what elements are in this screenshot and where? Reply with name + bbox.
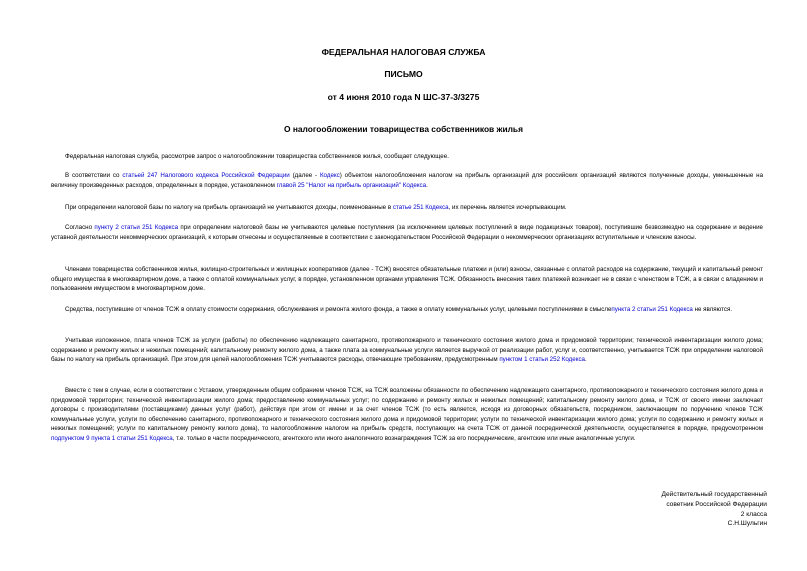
link-item-1-article-252[interactable]: пунктом 1 статьи 252 Кодекса bbox=[499, 356, 586, 364]
paragraph-text: , их перечень является исчерпывающим. bbox=[448, 204, 567, 211]
paragraph-tszh-members bbox=[51, 265, 763, 294]
paragraph-considering bbox=[51, 336, 763, 365]
paragraph-article-251 bbox=[51, 203, 763, 213]
paragraph-target-receipts bbox=[51, 223, 763, 242]
paragraph-text: Учитывая изложенное, плата членов ТСЖ за услуги (работы) по обеспечению надлежащего санитарного, противопожарного и технического состояния жилого дома и придомовой территории; технической инвентаризации жилого дома; содержанию и ремонту жилых и нежилых помещений; капитальному ремонту жилого дома, а также плата за коммунальные услуги является выручкой от реализации работ, услуг и, соответственно, учитывается ТСЖ при определении налоговой базы по налогу на прибыль организаций. При этом для целей налогообложения ТСЖ учитываются расходы, отвечающие требованиям, предусмотренным bbox=[51, 337, 763, 364]
paragraph-text: Членами товарищества собственников жилья, жилищно-строительных и жилищных кооперативов (далее - ТСЖ) вносятся обязательные платежи и (или) взносы, связанные с оплатой расходов на содержание, текущий и капитальный ремонт общего имущества в многоквартирном доме, а также с оплатой коммунальных услуг, в порядке, установленном органами управления ТСЖ. Обязанность внесения таких платежей возникает не в связи с членством в ТСЖ, а в связи с владением и пользованием имуществом в многоквартирном доме. bbox=[51, 266, 763, 293]
link-code[interactable]: Кодекс bbox=[319, 172, 340, 179]
paragraph-text: В соответствии со bbox=[65, 172, 123, 179]
paragraph-intermediary bbox=[51, 386, 763, 444]
document-title: О налогообложении товарищества собственников жилья bbox=[284, 124, 523, 134]
link-subitem-9-article-251[interactable]: подпунктом 9 пункта 1 статьи 251 Кодекса bbox=[51, 434, 173, 442]
signature-name: С.Н.Шульгин bbox=[727, 520, 767, 528]
signature-rank-line3: 2 класса bbox=[740, 510, 767, 518]
paragraph-text: ) объектом налогообложения налогом на прибыль организаций для российских организаций являются полученные доходы, уменьшенные на величину произведенных расходов, определенных в порядке, установленном bbox=[51, 172, 764, 189]
link-item-2-article-251[interactable]: пункту 2 статьи 251 Кодекса bbox=[94, 224, 179, 231]
link-chapter-25[interactable]: главой 25 "Налог на прибыль организаций" Кодекса bbox=[276, 181, 427, 189]
paragraph-text: не являются. bbox=[692, 306, 733, 313]
signature-block bbox=[587, 490, 767, 529]
paragraph-text: , т.е. только в части посреднического, агентского или иного аналогичного вознаграждения ТСЖ за его посреднические, агентские или иные аналогичные услуги. bbox=[172, 434, 636, 442]
signature-rank-line2: советник Российской Федерации bbox=[666, 500, 767, 508]
link-item-2-article-251[interactable]: пункта 2 статьи 251 Кодекса bbox=[611, 306, 693, 313]
paragraph-funds bbox=[51, 305, 763, 315]
paragraph-intro bbox=[51, 152, 763, 162]
paragraph-article-247 bbox=[51, 171, 763, 190]
paragraph-text: Федеральная налоговая служба, рассмотрев запрос о налогообложении товарищества собственников жилья, сообщает следующее. bbox=[65, 153, 449, 160]
paragraph-text: . bbox=[426, 181, 428, 189]
link-article-251[interactable]: статье 251 Кодекса bbox=[392, 204, 449, 211]
paragraph-text: Средства, поступившие от членов ТСЖ в оплату стоимости содержания, обслуживания и ремонта жилого фонда, а также в оплату коммунальных услуг, целевыми поступлениями в смысле bbox=[65, 306, 612, 313]
signature-rank-line1: Действительный государственный bbox=[661, 491, 767, 498]
paragraph-text: при определении налоговой базы не учитываются целевые поступления (за исключением целевых поступлений в виде подакцизных товаров), поступившие безвозмездно на содержание и ведение уставной деятельности некоммерческих организаций, к которым отнесены и осуществляемые в соответствии с законодательством Российской Федерации о некоммерческих организациях вступительные и членские взносы. bbox=[51, 224, 763, 241]
paragraph-text: При определении налоговой базы по налогу на прибыль организаций не учитываются доходы, поименованные в bbox=[65, 204, 393, 211]
issuing-organization: ФЕДЕРАЛЬНАЯ НАЛОГОВАЯ СЛУЖБА bbox=[321, 47, 486, 57]
document-date-number: от 4 июня 2010 года N ШС-37-3/3275 bbox=[327, 92, 480, 102]
paragraph-text: Согласно bbox=[65, 224, 95, 231]
paragraph-text: Вместе с тем в случае, если в соответствии с Уставом, утвержденным общим собранием членов ТСЖ, на ТСЖ возложены обязанности по обеспечению надлежащего санитарного, противопожарного и технического состояния жилого дома и придомовой территории; технической инвентаризации жилого дома; предоставлению коммунальных услуг; по содержанию и ремонту жилых и нежилых помещений; капитальному ремонту жилого дома, и ТСЖ от своего имени заключает договоры с производителями (поставщиками) данных услуг (работ), действуя при этом от имени и за счет членов ТСЖ (то есть является, исходя из договорных обязательств, посредником, заключающим по поручению членов ТСЖ коммунальные услуги, услуги по обеспечению санитарного, противопожарного и технического состояния жилого дома и придомовой территории; услуги по технической инвентаризации жилого дома; услуги по содержанию и ремонту жилых и нежилых помещений; услуги по капитальному ремонту жилого дома), то налогообложение налогом на прибыль средств, поступающих на счета ТСЖ от данной посреднической деятельности, осуществляется в порядке, предусмотренном bbox=[51, 387, 763, 433]
paragraph-text: (далее - bbox=[289, 172, 320, 179]
link-article-247[interactable]: статьей 247 Налогового кодекса Российской Федерации bbox=[122, 172, 290, 179]
document-type: ПИСЬМО bbox=[384, 69, 423, 79]
paragraph-text: . bbox=[585, 356, 587, 364]
